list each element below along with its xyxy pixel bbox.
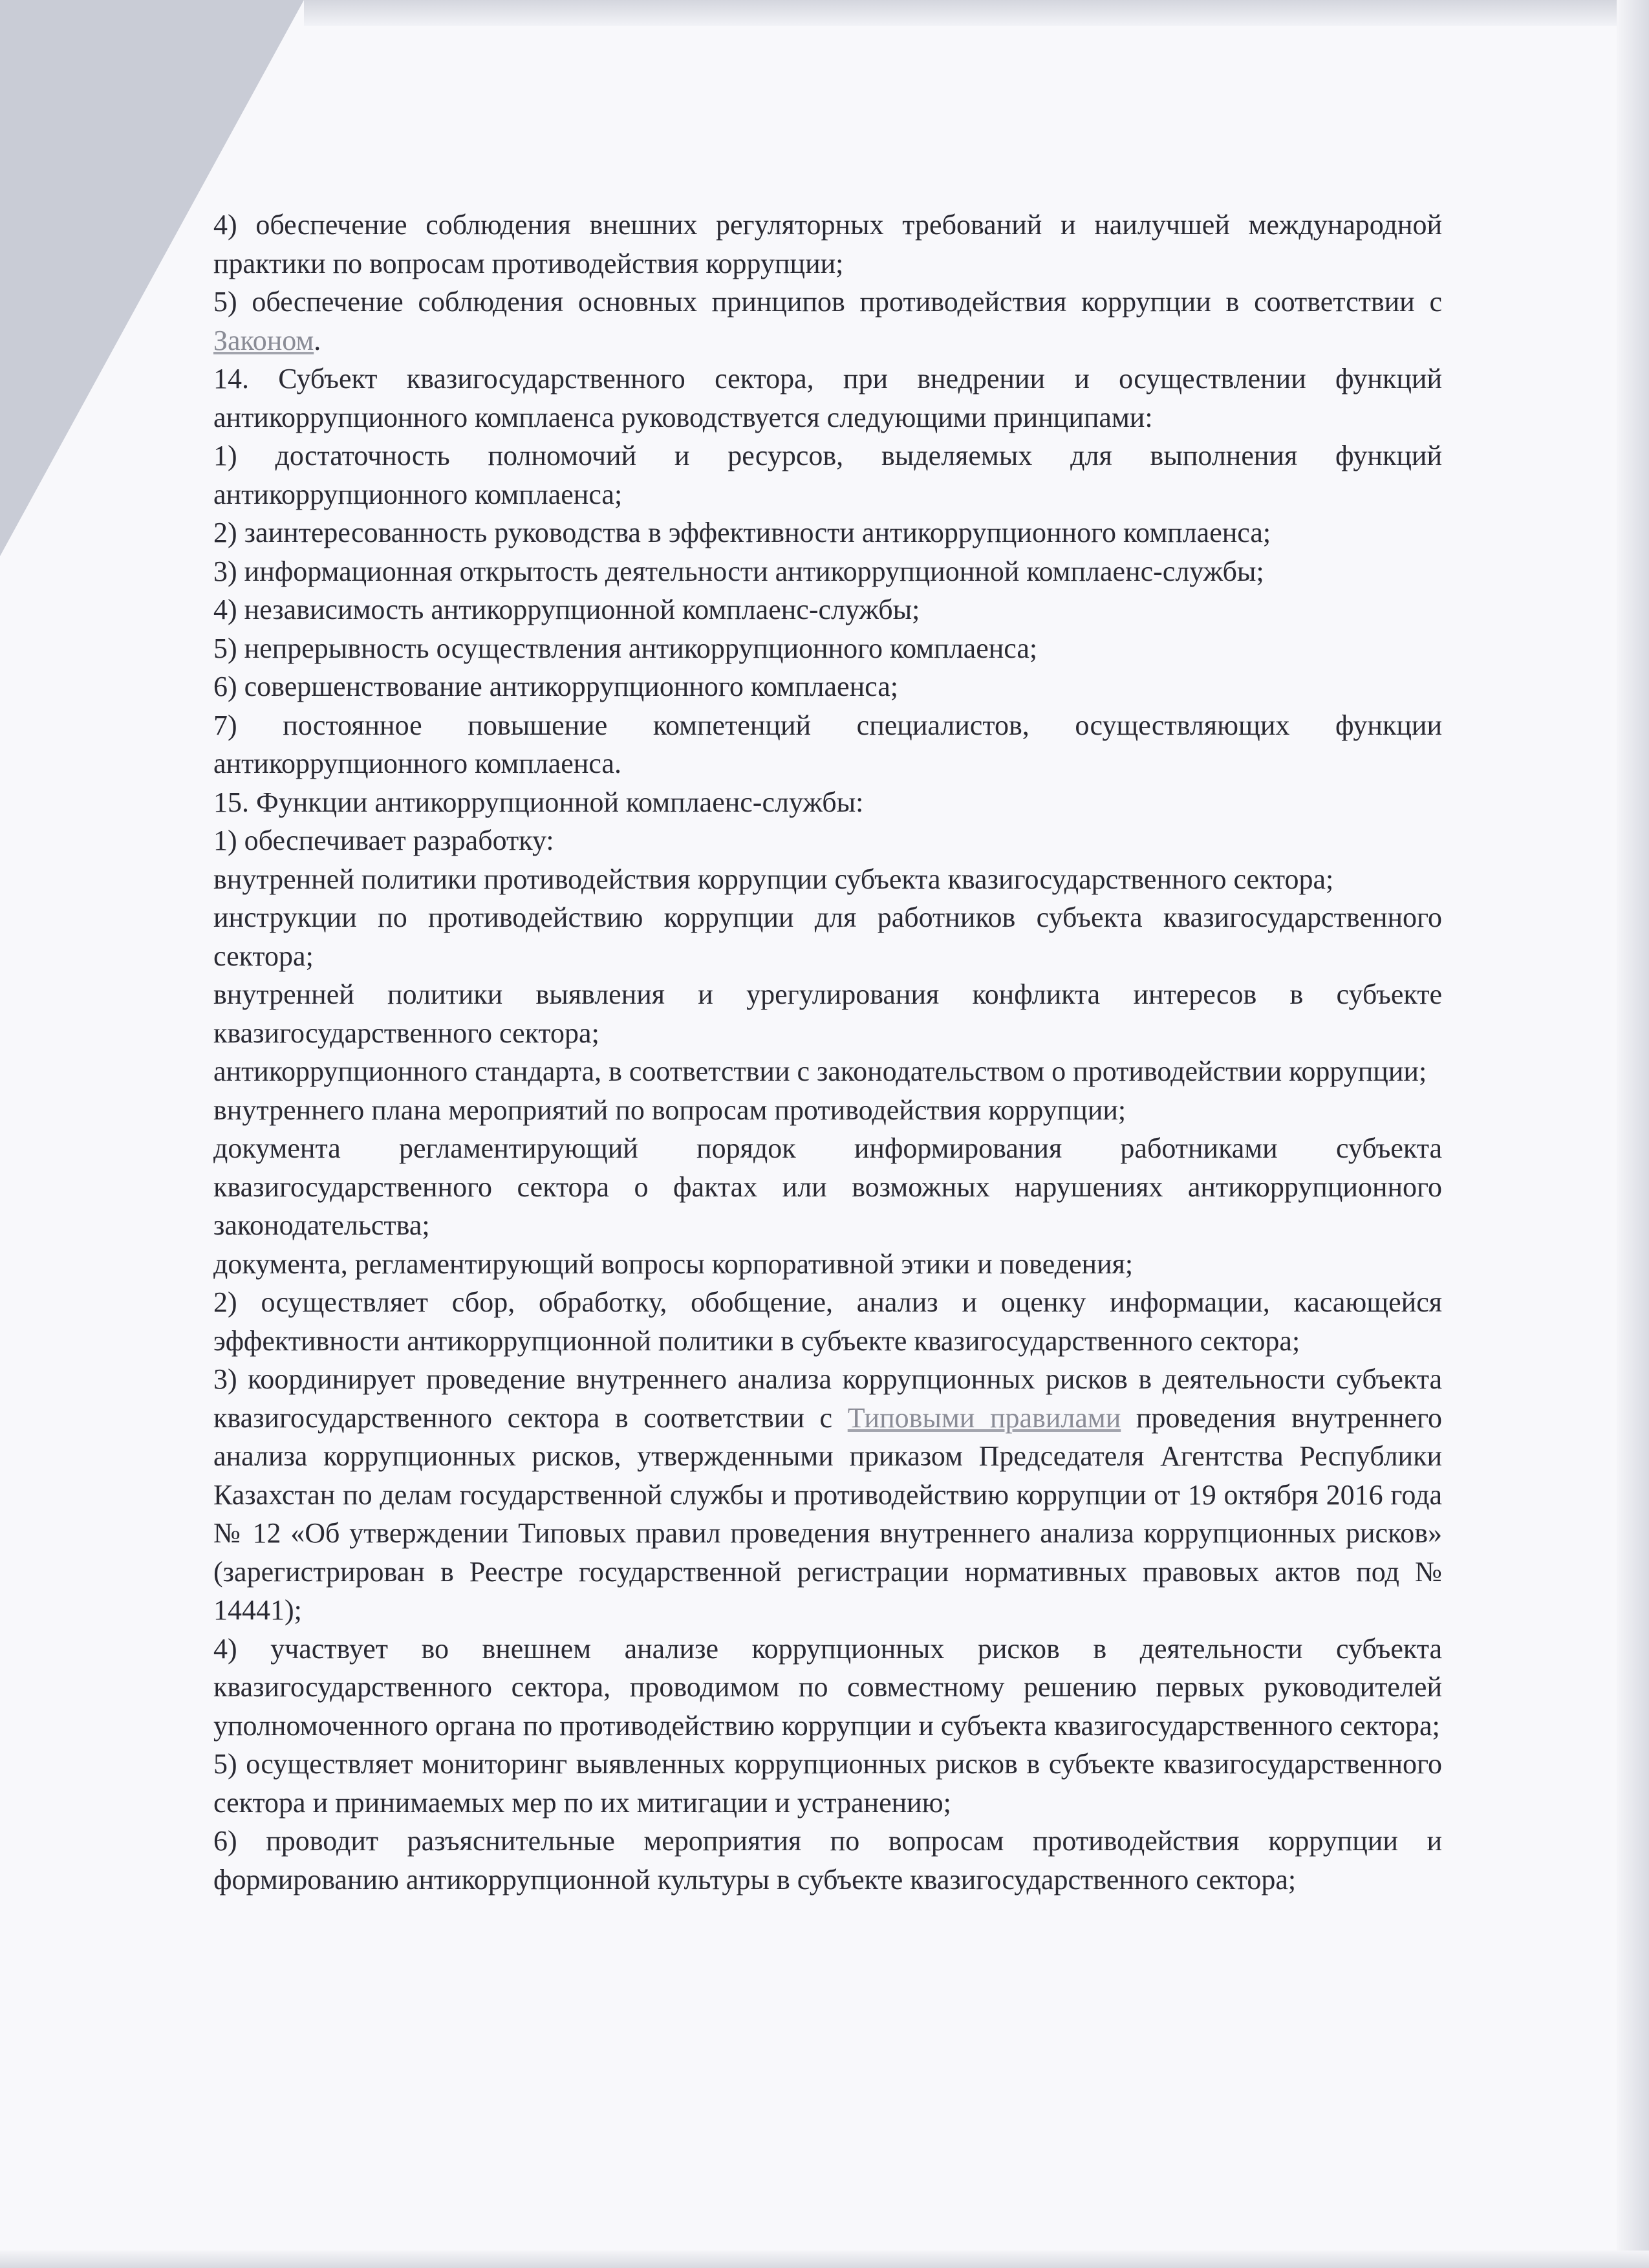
list-item-standard: антикоррупционного стандарта, в соответствии с законодательством о противодействии коррупции; xyxy=(213,1055,1427,1087)
list-item-conflict-policy: внутренней политики выявления и урегулирования конфликта интересов в субъекте квазигосударственного сектора; xyxy=(213,978,1442,1049)
paragraph-13-5 xyxy=(213,283,1442,360)
list-item-plan: внутреннего плана мероприятий по вопросам противодействия коррупции; xyxy=(213,1094,1126,1126)
paragraph-15-4: 4) участвует во внешнем анализе коррупционных рисков в деятельности субъекта квазигосударственного сектора, проводимом по совместному решению первых руководителей уполномоченного органа по противодействию коррупции и субъекта квазигосударственного сектора; xyxy=(213,1632,1442,1742)
list-item-internal-policy: внутренней политики противодействия коррупции субъекта квазигосударственного сектора; xyxy=(213,863,1334,895)
scan-edge-right xyxy=(1617,0,1649,2268)
paragraph-14-1: 1) достаточность полномочий и ресурсов, выделяемых для выполнения функций антикоррупционного комплаенса; xyxy=(213,440,1442,510)
paragraph-text: 3) координирует проведение внутреннего анализа коррупционных рисков в деятельности субъекта квазигосударственного сектора в соответствии с xyxy=(213,1363,1442,1434)
paragraph-15-3 xyxy=(213,1360,1442,1630)
paragraph-text: проведения внутреннего анализа коррупционных рисков, утвержденными приказом Председателя Агентства Республики Казахстан по делам государственной службы и противодействию коррупции от 19 октября 2016 года № 12 «Об утверждении Типовых правил проведения внутреннего анализа коррупционных рисков» (зарегистрирован в Реестре государственной регистрации нормативных правовых актов под № 14441); xyxy=(213,1401,1443,1626)
list-item-reporting-doc: документа регламентирующий порядок информирования работниками субъекта квазигосударственного сектора о фактах или возможных нарушениях антикоррупционного законодательства; xyxy=(213,1132,1442,1241)
paragraph-14: 14. Субъект квазигосударственного сектора, при внедрении и осуществлении функций антикоррупционного комплаенса руководствуется следующими принципами: xyxy=(213,363,1442,433)
paragraph-14-6: 6) совершенствование антикоррупционного комплаенса; xyxy=(213,671,898,702)
paragraph-14-3: 3) информационная открытость деятельности антикоррупционной комплаенс-службы; xyxy=(213,555,1264,587)
paragraph-14-5: 5) непрерывность осуществления антикоррупционного комплаенса; xyxy=(213,632,1038,664)
paragraph-13-4: 4) обеспечение соблюдения внешних регуляторных требований и наилучшей международной практики по вопросам противодействия коррупции; xyxy=(213,209,1442,279)
paragraph-15: 15. Функции антикоррупционной комплаенс-службы: xyxy=(213,786,864,818)
scan-edge-bottom xyxy=(0,2251,1649,2268)
paragraph-text: 5) обеспечение соблюдения основных принципов противодействия коррупции в соответствии с xyxy=(213,286,1442,318)
list-item-ethics-doc: документа, регламентирующий вопросы корпоративной этики и поведения; xyxy=(213,1247,1134,1280)
paragraph-15-1: 1) обеспечивает разработку: xyxy=(213,825,554,856)
scan-edge-top xyxy=(304,0,1649,26)
paragraph-14-2: 2) заинтересованность руководства в эффективности антикоррупционного комплаенса; xyxy=(213,517,1271,548)
paragraph-15-5: 5) осуществляет мониторинг выявленных коррупционных рисков в субъекте квазигосударственного сектора и принимаемых мер по их митигации и устранению; xyxy=(213,1748,1442,1819)
paragraph-text: . xyxy=(314,324,321,356)
document-body xyxy=(213,206,1442,1899)
paragraph-15-2: 2) осуществляет сбор, обработку, обобщение, анализ и оценку информации, касающейся эффективности антикоррупционной политики в субъекте квазигосударственного сектора; xyxy=(213,1286,1442,1357)
paragraph-14-7: 7) постоянное повышение компетенций специалистов, осуществляющих функции антикоррупционного комплаенса. xyxy=(213,709,1442,779)
paragraph-14-4: 4) независимость антикоррупционной комплаенс-службы; xyxy=(213,594,920,625)
paragraph-15-6: 6) проводит разъяснительные мероприятия по вопросам противодействия коррупции и формированию антикоррупционной культуры в субъекте квазигосударственного сектора; xyxy=(213,1825,1442,1895)
tipovye-pravila-link[interactable]: Типовыми правилами xyxy=(847,1401,1121,1434)
zakon-link[interactable]: Законом xyxy=(213,324,314,356)
list-item-instruction: инструкции по противодействию коррупции для работников субъекта квазигосударственного сектора; xyxy=(213,902,1442,972)
